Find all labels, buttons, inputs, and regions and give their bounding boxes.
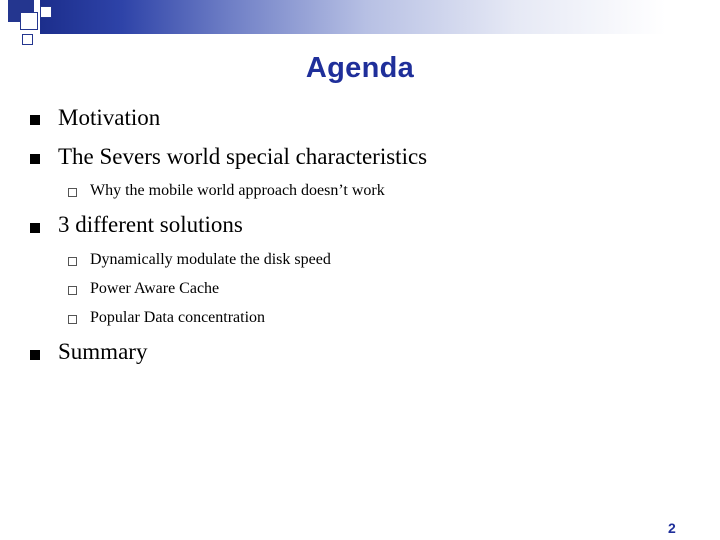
decor-square-small-top — [40, 6, 52, 18]
agenda-subitem-power-aware-cache: Power Aware Cache — [90, 280, 220, 297]
decor-square-small-bottom — [22, 34, 33, 45]
checkbox-bullet-icon — [68, 188, 77, 197]
agenda-item-summary: Summary — [58, 339, 148, 364]
checkbox-bullet-icon — [68, 257, 77, 266]
bullet-square-icon — [30, 223, 40, 233]
bullet-square-icon — [30, 154, 40, 164]
agenda-item-solutions: 3 different solutions — [58, 212, 243, 237]
header-gradient-bar — [40, 0, 720, 34]
slide-title: Agenda — [305, 52, 415, 84]
checkbox-bullet-icon — [68, 286, 77, 295]
agenda-subitem-popular-data: Popular Data concentration — [90, 309, 266, 326]
bullet-square-icon — [30, 350, 40, 360]
agenda-subitem-mobile-world: Why the mobile world approach doesn’t work — [90, 182, 385, 199]
checkbox-bullet-icon — [68, 315, 77, 324]
agenda-item-severs-world: The Severs world special characteristics — [58, 144, 428, 169]
decor-square-white — [20, 12, 38, 30]
agenda-subitem-disk-speed: Dynamically modulate the disk speed — [90, 251, 331, 268]
page-number: 2 — [668, 520, 676, 536]
bullet-square-icon — [30, 115, 40, 125]
agenda-item-motivation: Motivation — [58, 105, 161, 130]
